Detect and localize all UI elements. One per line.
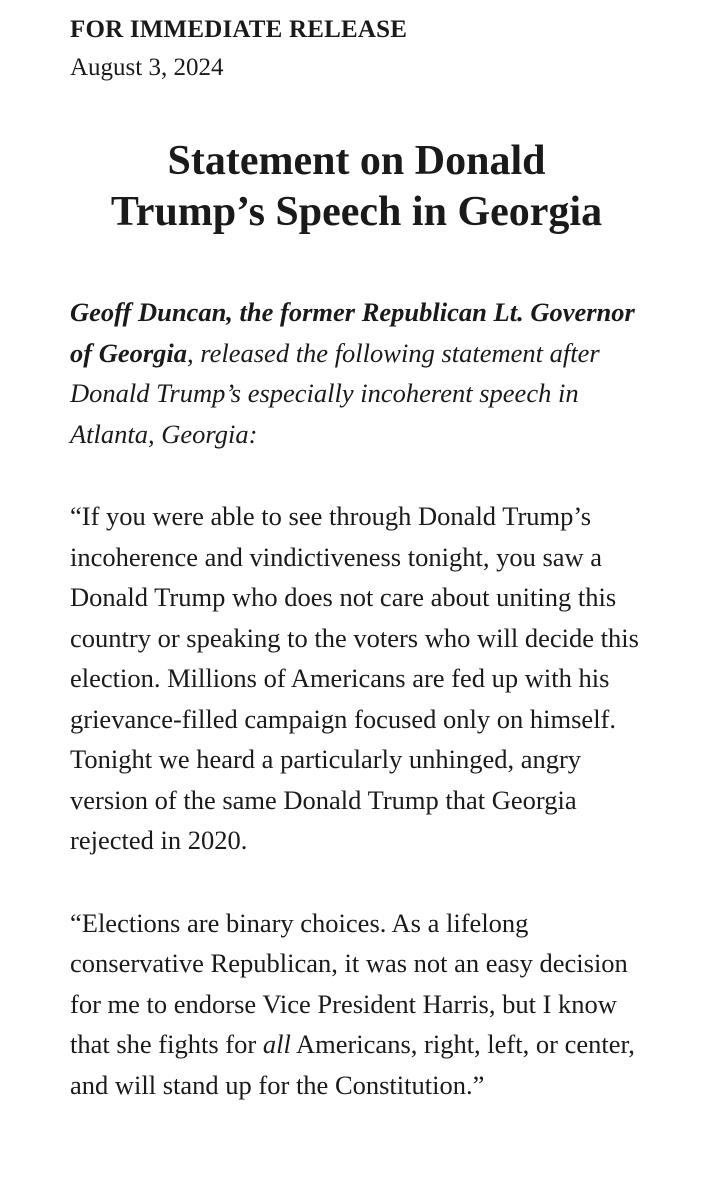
quote-2-emphasis: all	[262, 1029, 291, 1059]
intro-text: , released the following statement after Donald Trump’s especially incoherent speech in Atlanta, Georgia:	[70, 337, 600, 449]
release-date: August 3, 2024	[70, 54, 224, 81]
page-title: Statement on Donald Trump’s Speech in Georgia	[110, 138, 603, 235]
quote-2-text-start: “Elections are binary choices. As a lifelong conservative Republican, it was not an easy decision for me to endorse Vice President Harris, but I know that she fights for	[70, 907, 628, 1059]
quote-paragraph-2	[70, 903, 643, 1106]
quote-paragraph-1: “If you were able to see through Donald Trump’s incoherence and vindictiveness tonight, you saw a Donald Trump who does not care about uniting this country or speaking to the voters who will decide this election. Millions of Americans are fed up with his grievance-filled campaign focused only on himself. Tonight we heard a particularly unhinged, angry version of the same Donald Trump that Georgia rejected in 2020.	[70, 501, 639, 855]
quote-2-text-end: Americans, right, left, or center, and will stand up for the Constitution.”	[70, 1029, 635, 1100]
speaker-name: Geoff Duncan, the former Republican Lt. Governor of Georgia	[70, 297, 635, 368]
intro-paragraph	[70, 292, 643, 454]
release-label: FOR IMMEDIATE RELEASE	[70, 16, 408, 43]
